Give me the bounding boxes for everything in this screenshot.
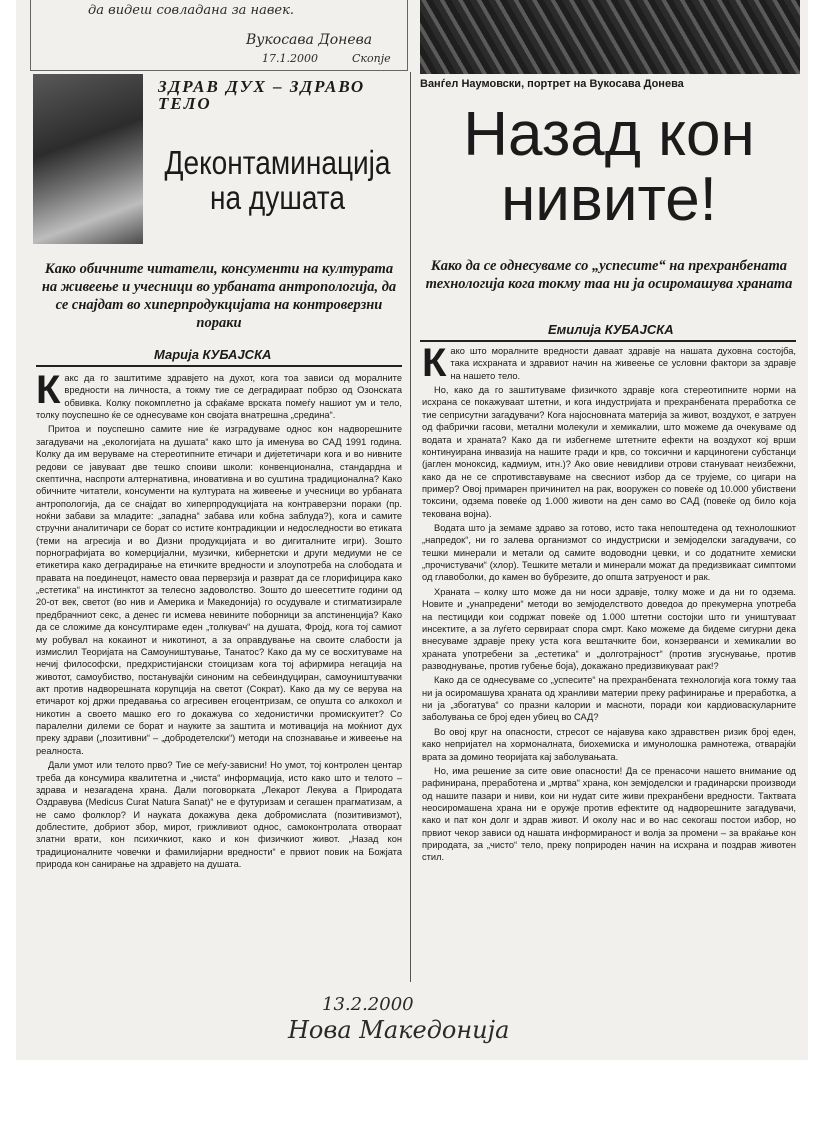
right-byline: Емилија КУБАЈСКА [548, 322, 674, 337]
right-byline-rule [420, 340, 796, 342]
right-body [422, 345, 796, 1013]
left-byline-rule [36, 365, 402, 367]
right-paragraph-3: Водата што ја земаме здраво за готово, исто така непоштедена од технолошкиот „напредок“, ни го залева организмот со индустриски и земјоделски загадувачи, со тешки минерали и метали од самите водоводни цевки, и со додатните хемиски „прочистувачи“ (хлор). Тешките метали и минерали можат да предизвикаат симптоми од главоболки, до камен во бубрезите, до општа затруеност и рак. [422, 523, 796, 583]
right-headline: Назад кон нивите! [463, 100, 755, 235]
right-paragraph-2: Но, како да го заштитуваме физичкото здравје кога стереотипните норми на исхрана се покажуваат штетни, и кога индустријата и прехранбената преработка се тие сеприсутни загадувачи? Кога најосновната материја за живот, воздухот, е затруен од фабрички гасови, метални молекули и хемикалии, што можеме да очекуваме од водата и храната? Како да ги избегнеме штетните ефекти на воздухот кој врши континуирана инвазија на нашите гради и крв, со токсични и карциногени субстанци (јаглен моноксид, кадмиум, итн.)? Ако овие невидливи отрови стануваат неизбежни, како да не се спротивставуваме на свесниот избор да се трујеме, со цигари на пример? Овој примарен причинител на рак, вооружен со повеќе од 10.000 убиствени токсини, одзема повеќе од 1.000 животи на ден само во САД (повеќе од било која текована војна). [422, 385, 796, 519]
author-photo [33, 74, 143, 244]
bottom-source: Нова Македонија [288, 1016, 510, 1044]
note-place: Скопје [352, 52, 391, 65]
right-paragraph-5: Како да се однесуваме со „успесите“ на прехранбената технологија кога токму таа ни ја осиромашува храната од хранливи материи преку рафинирање и преработка, а ни ја „збогатува“ со празни калории и масноти, поради кои кардиоваскуларните заболувања се број еден убиец во САД? [422, 675, 796, 723]
right-dropcap: К [422, 345, 447, 385]
left-kicker: ЗДРАВ ДУХ – ЗДРАВО ТЕЛО [158, 77, 366, 113]
right-paragraph-6: Во овој круг на опасности, стресот се најавува како здравствен ризик број еден, како непријател на хормоналната, биохемиска и имунолошка рамнотежа, отварајќи врата за домино теоријата кај заболувањата. [422, 726, 796, 762]
left-headline: Деконтаминација на душата [164, 144, 391, 216]
left-body [36, 372, 402, 984]
right-paragraph-4: Храната – колку што може да ни носи здравје, толку може и да ни го одзема. Новите и „унапредени“ методи во земјоделството доведоа до прекумерна употреба на пестициди кои содржат повеќе од 1.000 штетни состојки што ги уништуваат инсектите, а за луѓето сервираат спора смрт. Како можеме да бидеме сигурни дека внесуваме здравје преку уста кога вештачките бои, конзерванси и хемикалии во храната употребени за „естетика“ и „долготрајност“ (против згуснување, против разводнување, против губење боја), докажано предизвикуваат рак!? [422, 586, 796, 671]
right-paragraph-1: ако што моралните вредности даваат здравје на нашата духовна состојба, така исхраната и здравиот начин на живеење се условни фактори за здравје на нашето тело. [450, 346, 796, 381]
image-caption: Ванѓел Наумовски, портрет на Вукосава Донева [420, 78, 684, 90]
left-lead: Како обичните читатели, консументи на културата на живеење и учесници во урбаната антропологија, да се снајдат во хиперпродукцијата на контроверзни пораки [41, 261, 397, 332]
left-paragraph-3: Дали умот или телото прво? Тие се меѓу-зависни! Но умот, тој контролен центар треба да консумира квалитетна и „чиста“ информација, исто како што и телото – здрава и незагадена храна. Дали поговорката „Лекарот Лекува а Природата Оздравува (Medicus Curat Natura Sanat)“ не е футуризам и сегашен прагматизам, а не само фолклор? И науката докажува дека добромислата (позитивизмот), доблестите, добриот збор, мирот, грижливиот однос, самоконтролата отвораат златни врати, кон психичкиот, како и кон физичкиот живот. „Назад кон традиционалните човечки и фамилијарни вредности“ е првиот повик на Божјата природа кон санирање на здравјето на душата. [36, 760, 402, 870]
bottom-date: 13.2.2000 [322, 994, 414, 1015]
column-divider [410, 72, 411, 982]
note-signature: Вукосава Донева [246, 32, 373, 48]
left-paragraph-1: акс да го заштитиме здравјето на духот, кога тоа зависи од моралните вредности на личноста, а токму тие се деградираат побрзо од Озонската обвивка. Колку покомплетно ја сфаќаме врската помеѓу нашиот ум и тело, толку поуспешно ќе се однесуваме кон својата внатрешна „средина“. [36, 373, 402, 421]
left-byline: Марија КУБАЈСКА [154, 347, 272, 362]
right-lead: Како да се однесуваме со „успесите“ на прехранбената технологија кога токму таа ни ја осиромашува храната [425, 258, 793, 293]
note-date: 17.1.2000 [262, 52, 318, 65]
left-dropcap: К [36, 372, 61, 412]
right-paragraph-7: Но, има решение за сите овие опасности! Да се пренасочи нашето внимание од рафинирана, преработена и „мртва“ храна, кон земјоделски и градинарски производи од нашите пазари и ниви, кои ни нудат сите живи прехранбени вредности. Тактвата неосиромашена храна ни е оружје против ефектите од надворешните загадувачи, како и пат кон долг и здрав живот. И околу нас и во нас секогаш постои избор, но првиот чекор зависи од нашата информираност и волја за промени – за враќање кон природата, за „чисто“ тело, преку поприроден начин на исхрана и поздрав животен стил. [422, 765, 796, 863]
portrait-painting-image [420, 0, 800, 74]
left-paragraph-2: Притоа и поуспешно самите ние ќе изградуваме однос кон надворешните загадувачи на „екологијата на душата“ како што ја именува во САД 1991 година. Колку да им веруваме на стереотипните етичари и дијететичари кога и во нивните редови се јавуваат две тешко споиви школи: конвенционална, стандардна и скептична, наспроти алтернативна, иновативна и во суштина традиционална? Како обичните читатели, консументи на културата на живеење и учесници во урбаната антропологија, да се снајдат во хиперпродукцијата на контраверзни пораки (пр. ноќни забави за младите: „западна“ забава или кобна заблуда?), кога и самите стручни аналитичари се борат со истите контрадикции и недоследности во етиката (теми на агресија и во Дизни продукцијата и во дигиталните игри). Зошто порнографијата во комерцијални, музички, кибернетски и други медиуми не се етикетира како деградирање на етичките вредности и злоупотреба на слободата и правата на поединецот, наместо оваа перверзија и разврат да се глорифицира како „естетика“ на инстинктот за телесно задоволство. Зошто до шеесеттите години од 20-от век, светот (во нив и Америка и Македонија) го осудувале и стигматизирале предбрачниот секс, а денес ги исмева невините поборници за апстиненција? Како да се сложиме да консултираме еден „толкувач“ на душата, Фројд, кога тој самиот му робувал на кокаинот и никотинот, а за оправдување на своите слабости ја измислил Теоријата на Самоуништување, Танатос? Како да му се восхитуваме на нечиј философски, предхристијански стоицизам кога тој афирмира негација на животот, самоубиство, постанувајќи синоним на себеиндуциран, самоуништувачки акт против надворешната корупција на светот (Сократ). Како да му се верува на етичарот кој држи предавања со агресивен егоцентризам, се опушта со алкохол и никотин а своето машко его го докажува со хедонистички промискуитет? Со паралелни дилеми се борат и науките за заштита и мотивација на моќниот дух преку здрави („позитивни“ – „добродетелски“) методи на спознавање и живеење на реалноста. [36, 424, 402, 756]
note-line: да видеш совладана за навек. [88, 3, 295, 18]
